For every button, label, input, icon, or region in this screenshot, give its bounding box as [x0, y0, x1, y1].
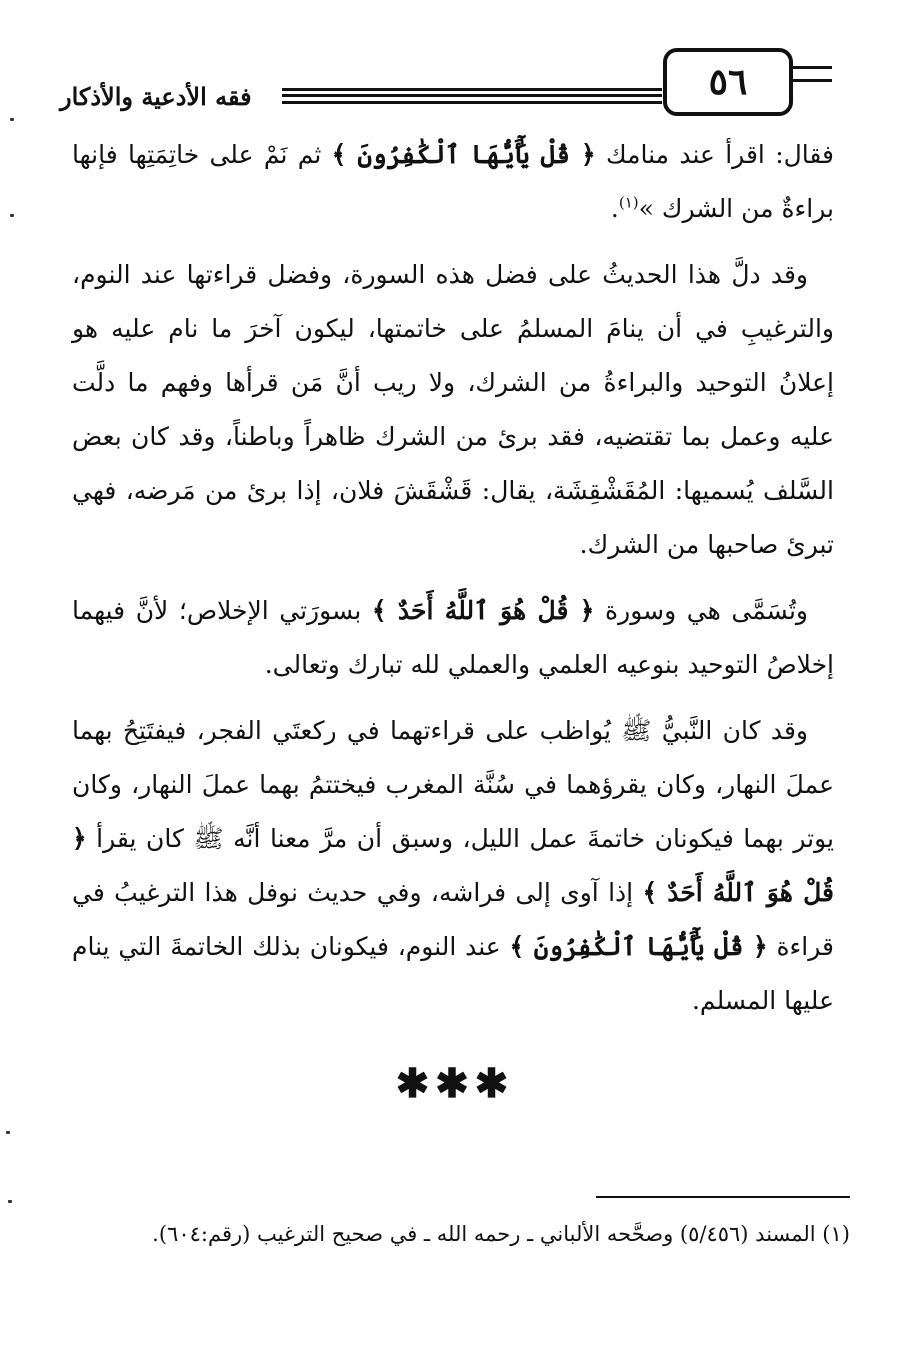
footnote: (١) المسند (٥/٤٥٦) وصحَّحه الألباني ـ رحمه الله ـ في صحيح الترغيب (رقم:٦٠٤).	[152, 1222, 850, 1246]
page-header	[60, 48, 832, 120]
main-text	[72, 128, 834, 1028]
text-run: فقال: اقرأ عند منامك	[595, 140, 834, 169]
page-number: ٥٦	[663, 48, 793, 116]
text-run: ثم نَمْ على خاتِمَتِها فإنها براءةٌ من الشرك »	[72, 140, 834, 223]
text-run: بسورَتي الإخلاص؛ لأنَّ فيهما إخلاصُ التوحيد بنوعيه العلمي والعملي لله تبارك وتعالى.	[72, 596, 834, 679]
scan-margin-dot	[10, 118, 14, 121]
footnote-divider	[596, 1196, 850, 1198]
scan-margin-dot	[8, 1200, 12, 1203]
header-rule-left-middle	[282, 94, 662, 97]
text-run: عند النوم، فيكونان بذلك الخاتمةَ التي ينام عليها المسلم.	[72, 932, 834, 1015]
text-run: إذا آوى إلى فراشه، وفي حديث نوفل هذا الترغيبُ في قراءة	[72, 878, 834, 961]
text-run: وقد كان النَّبيُّ ﷺ يُواظب على قراءتهما في ركعتَي الفجر، فيفتَتِحُ بهما عملَ النهار، وكان يقرؤهما في سُنَّة المغرب فيختتمُ بهما عملَ النهار، وكان يوتر بهما فيكونان خاتمةَ عمل الليل، وسبق أن مرَّ معنا أنَّه ﷺ كان يقرأ	[72, 716, 834, 853]
footnote-marker: (١)	[618, 193, 639, 212]
quran-verse: ﴿ قُلْ يَٰٓأَيُّهَا ٱلْكَٰفِرُونَ ﴾	[331, 140, 596, 169]
scan-margin-dot	[10, 214, 14, 217]
text-run: .	[610, 194, 619, 223]
quran-verse: ﴿ قُلْ هُوَ ٱللَّهُ أَحَدٌ ﴾	[371, 596, 595, 625]
quran-verse: ﴿ قُلْ يَٰٓأَيُّهَا ٱلْكَٰفِرُونَ ﴾	[509, 932, 768, 961]
section-separator-stars: ✱✱✱	[395, 1060, 515, 1107]
scan-margin-dot	[6, 1131, 10, 1134]
paragraph	[72, 584, 834, 692]
header-rule-right	[790, 66, 832, 82]
quran-verse: ﴿ قُلْ هُوَ ٱللَّهُ أَحَدٌ ﴾	[72, 824, 834, 907]
running-book-title: فقه الأدعية والأذكار	[60, 82, 252, 111]
paragraph	[72, 128, 834, 236]
text-run: وقد دلَّ هذا الحديثُ على فضل هذه السورة، وفضل قراءتها عند النوم، والترغيبِ في أن ينامَ المسلمُ على خاتمتها، ليكون آخرَ ما نام عليه هو إعلانُ التوحيد والبراءةُ من الشرك، ولا ريب أنَّ مَن قرأها وفهم ما دلَّت عليه وعمل بما تقتضيه، فقد برئ من الشرك ظاهراً وباطناً، وقد كان بعض السَّلف يُسميها: المُقَشْقِشَة، يقال: قَشْقَشَ فلان، إذا برئ من مَرضه، فهي تبرئ صاحبها من الشرك.	[72, 260, 834, 559]
text-run: وتُسَمَّى هي وسورة	[594, 596, 809, 625]
paragraph	[72, 248, 834, 572]
paragraph	[72, 704, 834, 1028]
